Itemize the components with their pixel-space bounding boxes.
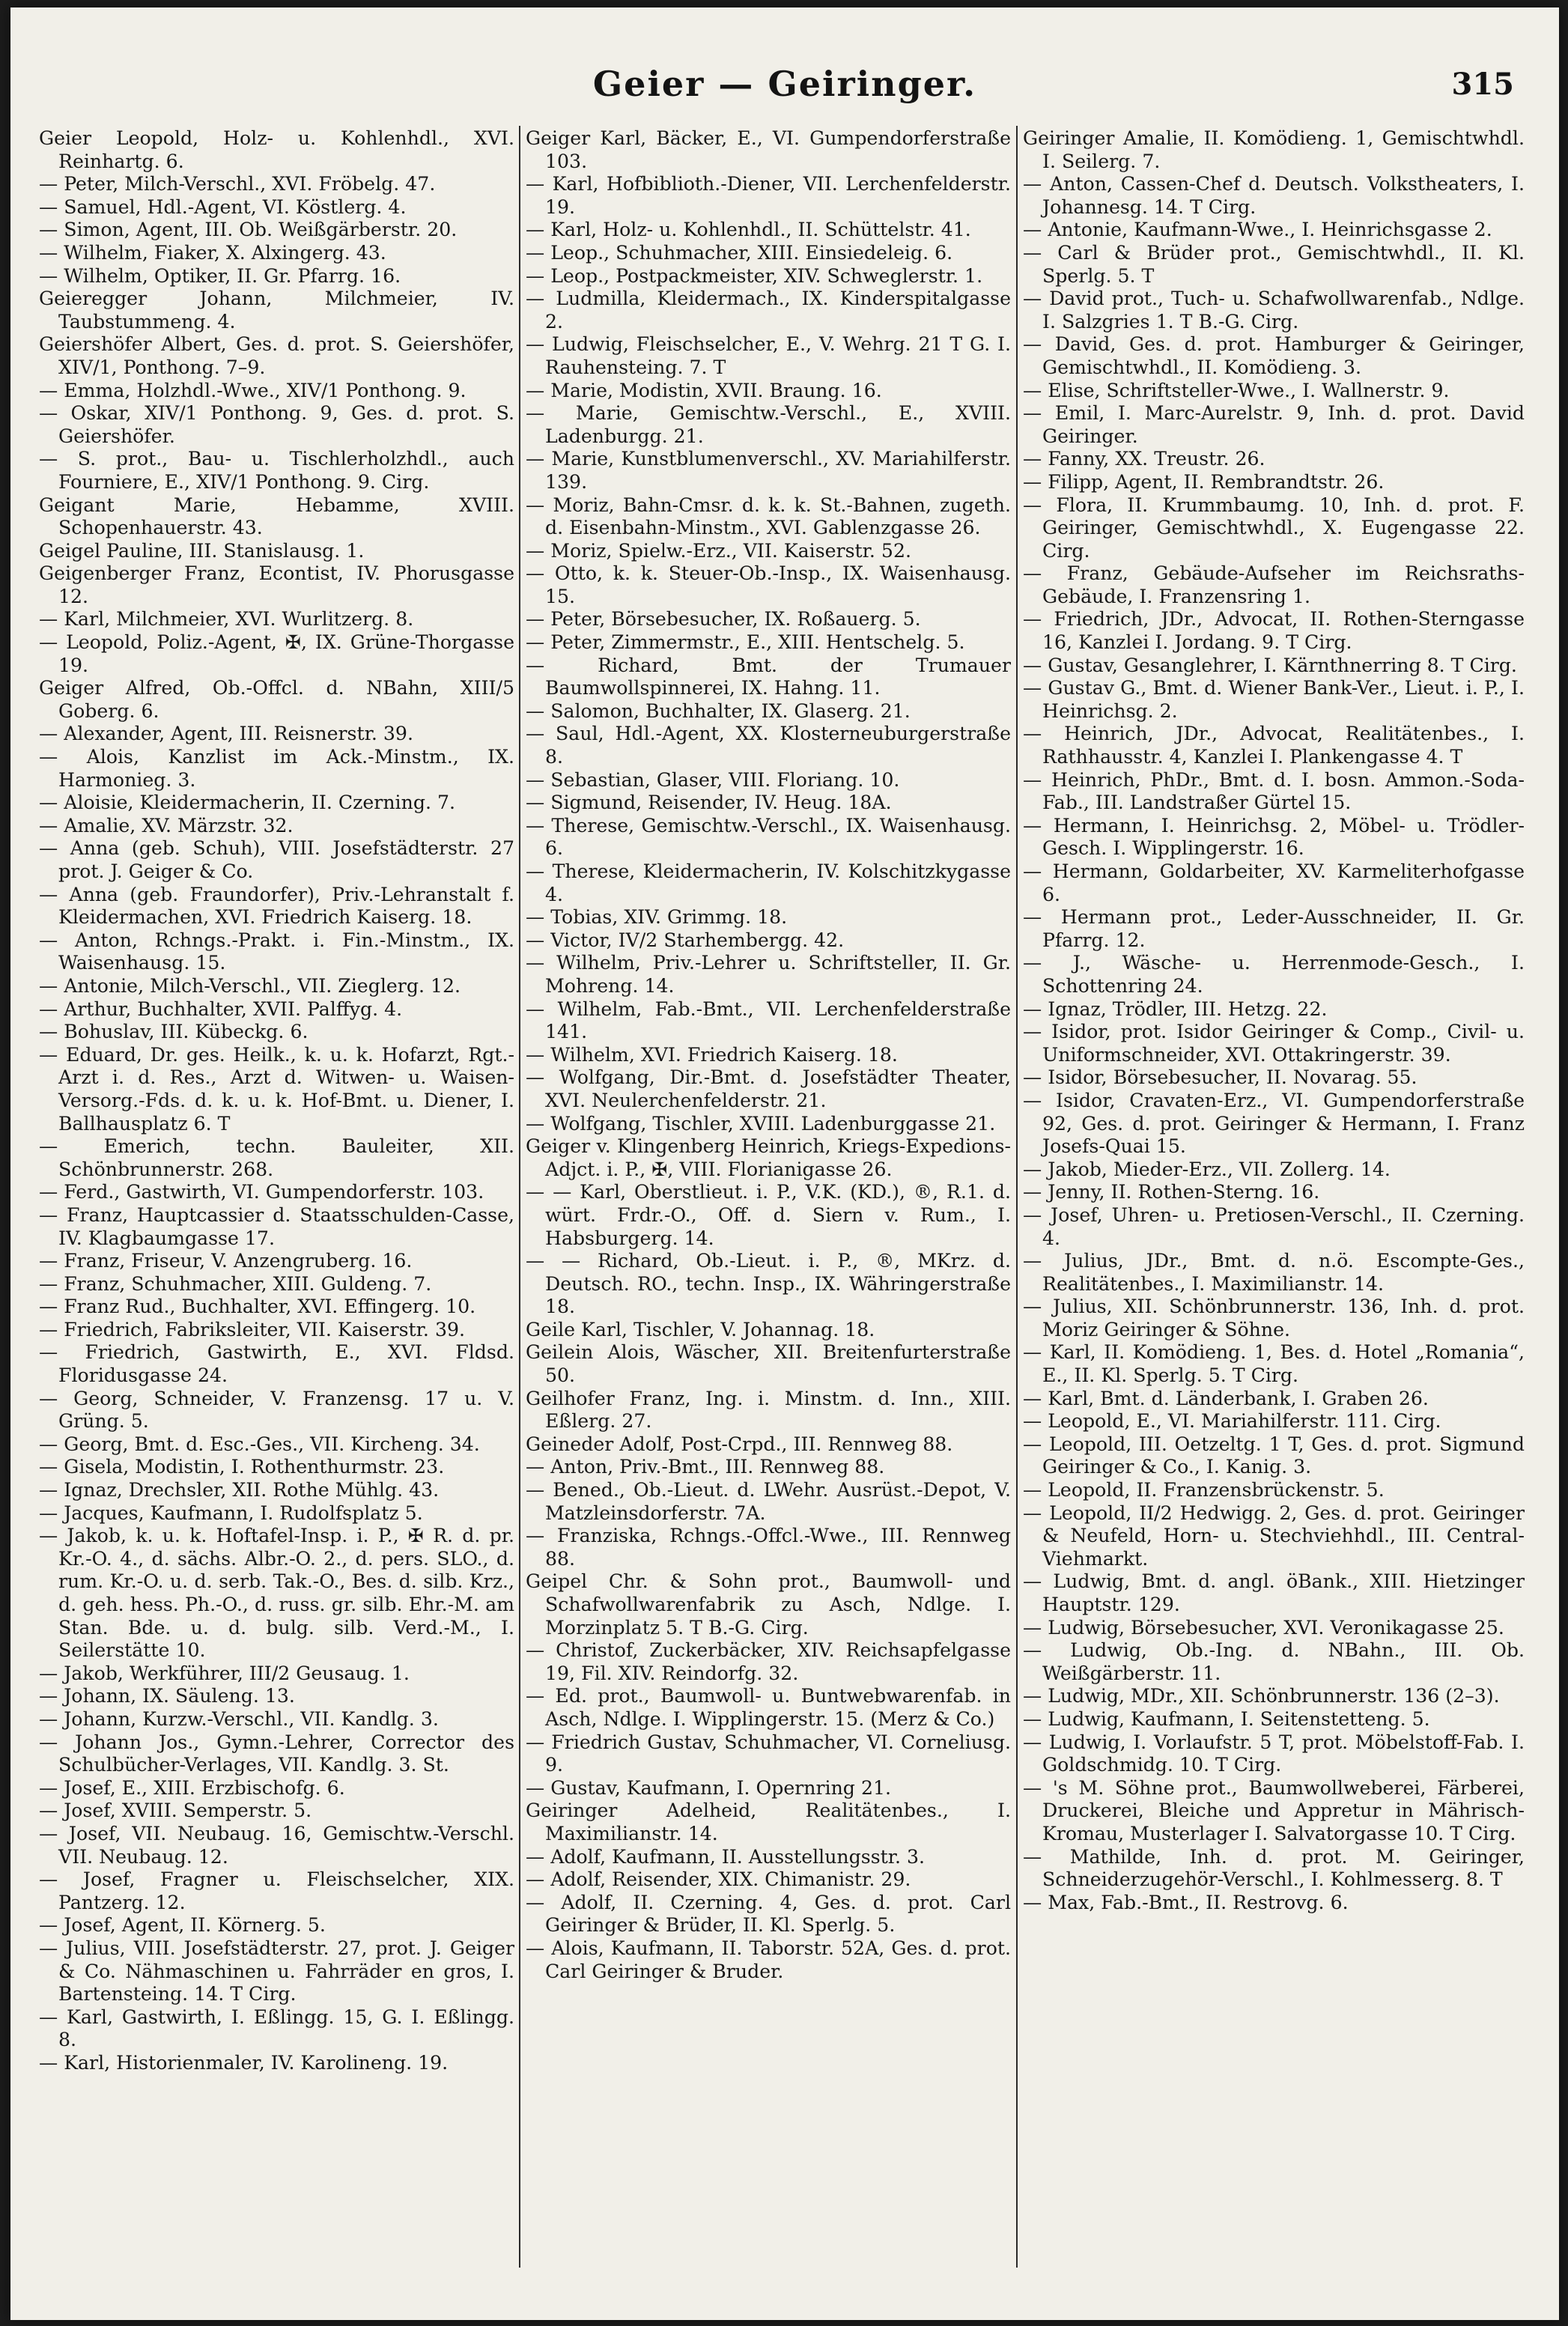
directory-entry: — Jakob, k. u. k. Hoftafel-Insp. i. P., ✠ R. d. pr. Kr.-O. 4., d. sächs. Albr.-O. 2., d. pers. SLO., d. rum. Kr.-O. u. d. serb. Tak.-O., Bes. d. silb. Krz., d. geh. hess. Ph.-O., d. russ. gr. silb. Ehr.-M. am Stan. Bde. u. d. bulg. silb. Verd.-M., I. Seilerstätte 10. (39, 1525, 514, 1662)
page-title: Geier — Geiringer. (592, 64, 977, 104)
directory-entry: — Leopold, Poliz.-Agent, ✠, IX. Grüne-Thorgasse 19. (39, 631, 514, 676)
directory-entry: — Hermann, Goldarbeiter, XV. Karmeliterhofgasse 6. (1023, 860, 1525, 905)
directory-entry: — Jakob, Werkführer, III/2 Geusaug. 1. (39, 1662, 410, 1684)
directory-entry: — Bohuslav, III. Kübeckg. 6. (39, 1021, 309, 1043)
directory-entry: — Leop., Postpackmeister, XIV. Schweglerstr. 1. (526, 264, 983, 287)
directory-entry: — Alois, Kaufmann, II. Taborstr. 52A, Ges. d. prot. Carl Geiringer & Bruder. (526, 1937, 1011, 1982)
directory-entry: — Johann Jos., Gymn.-Lehrer, Corrector des Schulbücher-Verlages, VII. Kandlg. 3. St. (39, 1731, 514, 1776)
directory-entry: — Max, Fab.-Bmt., II. Restrovg. 6. (1023, 1891, 1349, 1913)
directory-entry: — Alexander, Agent, III. Reisnerstr. 39. (39, 723, 413, 745)
directory-entry: — Wilhelm, XVI. Friedrich Kaiserg. 18. (526, 1043, 898, 1066)
directory-entry: — Moriz, Bahn-Cmsr. d. k. k. St.-Bahnen, zugeth. d. Eisenbahn-Minstm., XVI. Gablenzgasse 26. (526, 494, 1011, 539)
directory-entry: — David prot., Tuch- u. Schafwollwarenfab., Ndlge. I. Salzgries 1. T B.-G. Cirg. (1023, 288, 1525, 332)
directory-entry: — Adolf, II. Czerning. 4, Ges. d. prot. Carl Geiringer & Brüder, II. Kl. Sperlg. 5. (526, 1891, 1011, 1937)
directory-entry: — Karl, Hofbiblioth.-Diener, VII. Lerchenfelderstr. 19. (526, 173, 1011, 218)
directory-entry: — Jakob, Mieder-Erz., VII. Zollerg. 14. (1023, 1158, 1391, 1180)
directory-entry: Geieregger Johann, Milchmeier, IV. Taubstummeng. 4. (39, 288, 514, 332)
directory-entry: — Gustav G., Bmt. d. Wiener Bank-Ver., Lieut. i. P., I. Heinrichsg. 2. (1023, 677, 1525, 722)
directory-entry: — Wilhelm, Fiaker, X. Alxingerg. 43. (39, 241, 386, 264)
directory-entry: — Bened., Ob.-Lieut. d. LWehr. Ausrüst.-Depot, V. Matzleinsdorferstr. 7A. (526, 1479, 1011, 1524)
directory-entry: — Otto, k. k. Steuer-Ob.-Insp., IX. Waisenhausg. 15. (526, 562, 1011, 607)
directory-entry: Geiershöfer Albert, Ges. d. prot. S. Geiershöfer, XIV/1, Ponthong. 7–9. (39, 333, 514, 378)
directory-entry: Geiger Karl, Bäcker, E., VI. Gumpendorferstraße 103. (526, 127, 1011, 172)
directory-entry: Geiger Alfred, Ob.-Offcl. d. NBahn, XIII/5 Goberg. 6. (39, 677, 514, 722)
directory-entry: — Johann, Kurzw.-Verschl., VII. Kandlg. 3. (39, 1707, 439, 1730)
directory-entry: — Sebastian, Glaser, VIII. Floriang. 10. (526, 768, 900, 791)
directory-entry: — Elise, Schriftsteller-Wwe., I. Wallnerstr. 9. (1023, 379, 1450, 401)
directory-entry: — Franz Rud., Buchhalter, XVI. Effingerg. 10. (39, 1296, 476, 1318)
directory-entry: — Friedrich, JDr., Advocat, II. Rothen-Sterngasse 16, Kanzlei I. Jordang. 9. T Cirg. (1023, 608, 1525, 654)
directory-entry: — Hermann, I. Heinrichsg. 2, Möbel- u. Trödler-Gesch. I. Wipplingerstr. 16. (1023, 814, 1525, 860)
directory-entry: — Julius, JDr., Bmt. d. n.ö. Escompte-Ges., Realitätenbes., I. Maximilianstr. 14. (1023, 1250, 1525, 1295)
directory-entry: Geigant Marie, Hebamme, XVIII. Schopenhauerstr. 43. (39, 494, 514, 539)
directory-entry: — Sigmund, Reisender, IV. Heug. 18A. (526, 792, 892, 814)
directory-entry: — Isidor, Cravaten-Erz., VI. Gumpendorferstraße 92, Ges. d. prot. Geiringer & Hermann, I. Franz Josefs-Quai 15. (1023, 1089, 1525, 1158)
directory-entry: — Wilhelm, Optiker, II. Gr. Pfarrg. 16. (39, 264, 401, 287)
directory-entry: — Emma, Holzhdl.-Wwe., XIV/1 Ponthong. 9. (39, 379, 467, 401)
directory-entry: — Simon, Agent, III. Ob. Weißgärberstr. 20. (39, 219, 458, 241)
directory-entry: — Wolfgang, Tischler, XVIII. Ladenburggasse 21. (526, 1112, 996, 1135)
directory-entry: — Victor, IV/2 Starhembergg. 42. (526, 929, 845, 951)
directory-entry: — Saul, Hdl.-Agent, XX. Klosterneuburgerstraße 8. (526, 723, 1011, 768)
column-1 (39, 127, 514, 2284)
directory-entry: — Anton, Priv.-Bmt., III. Rennweg 88. (526, 1456, 885, 1478)
directory-entry: — Franz, Gebäude-Aufseher im Reichsraths-Gebäude, I. Franzensring 1. (1023, 562, 1525, 607)
directory-entry: — Julius, VIII. Josefstädterstr. 27, prot. J. Geiger & Co. Nähmaschinen u. Fahrräder en gros, I. Bartensteing. 14. T Cirg. (39, 1937, 514, 2005)
directory-entry: Geilein Alois, Wäscher, XII. Breitenfurterstraße 50. (526, 1341, 1011, 1387)
directory-entry: — Karl, Gastwirth, I. Eßlingg. 15, G. I. Eßlingg. 8. (39, 2005, 514, 2051)
directory-entry: — Heinrich, PhDr., Bmt. d. I. bosn. Ammon.-Soda-Fab., III. Landstraßer Gürtel 15. (1023, 768, 1525, 814)
directory-entry: — Marie, Kunstblumenverschl., XV. Mariahilferstr. 139. (526, 448, 1011, 493)
column-3 (1023, 127, 1525, 2284)
directory-entry: — Isidor, prot. Isidor Geiringer & Comp., Civil- u. Uniformschneider, XVI. Ottakringerstr. 39. (1023, 1021, 1525, 1066)
directory-entry: — Leopold, II/2 Hedwigg. 2, Ges. d. prot. Geiringer & Neufeld, Horn- u. Stechviehhdl., III. Central-Viehmarkt. (1023, 1501, 1525, 1570)
directory-entry: — Adolf, Reisender, XIX. Chimanistr. 29. (526, 1868, 911, 1891)
directory-entry: — Wolfgang, Dir.-Bmt. d. Josefstädter Theater, XVI. Neulerchenfelderstr. 21. (526, 1066, 1011, 1111)
directory-entry: — David, Ges. d. prot. Hamburger & Geiringer, Gemischtwhdl., II. Komödieng. 3. (1023, 333, 1525, 378)
directory-entry: Geipel Chr. & Sohn prot., Baumwoll- und Schafwollwarenfabrik zu Asch, Ndlge. I. Morzinplatz 5. T B.-G. Cirg. (526, 1570, 1011, 1639)
directory-entry: — Jenny, II. Rothen-Sterng. 16. (1023, 1181, 1320, 1203)
directory-entry: — Isidor, Börsebesucher, II. Novarag. 55. (1023, 1066, 1417, 1089)
directory-entry: — Wilhelm, Priv.-Lehrer u. Schriftsteller, II. Gr. Mohreng. 14. (526, 952, 1011, 997)
directory-entry: — Samuel, Hdl.-Agent, VI. Köstlerg. 4. (39, 195, 407, 218)
directory-entry: — Peter, Zimmermstr., E., XIII. Hentschelg. 5. (526, 631, 965, 654)
directory-entry: — Anton, Rchngs.-Prakt. i. Fin.-Minstm., IX. Waisenhausg. 15. (39, 929, 514, 974)
directory-entry: — Oskar, XIV/1 Ponthong. 9, Ges. d. prot. S. Geiershöfer. (39, 402, 514, 447)
directory-entry: — Leop., Schuhmacher, XIII. Einsiedeleig. 6. (526, 241, 953, 264)
directory-entry: — Peter, Börsebesucher, IX. Roßauerg. 5. (526, 608, 921, 631)
directory-entry: — Carl & Brüder prot., Gemischtwhdl., II. Kl. Sperlg. 5. T (1023, 241, 1525, 287)
page-number: 315 (1451, 67, 1514, 102)
directory-entry: — Flora, II. Krummbaumg. 10, Inh. d. prot. F. Geiringer, Gemischtwhdl., X. Eugengasse 22. Cirg. (1023, 494, 1525, 562)
directory-entry: — Gustav, Gesanglehrer, I. Kärnthnerring 8. T Cirg. (1023, 654, 1517, 676)
directory-entry: — Arthur, Buchhalter, XVII. Palffyg. 4. (39, 997, 403, 1020)
directory-entry: — Ludwig, Bmt. d. angl. öBank., XIII. Hietzinger Hauptstr. 129. (1023, 1570, 1525, 1615)
directory-entry: — Karl, II. Komödieng. 1, Bes. d. Hotel „Romania“, E., II. Kl. Sperlg. 5. T Cirg. (1023, 1341, 1525, 1387)
directory-entry: — Antonie, Kaufmann-Wwe., I. Heinrichsgasse 2. (1023, 219, 1492, 241)
column-divider (519, 126, 520, 2268)
directory-entry: Geiringer Adelheid, Realitätenbes., I. Maximilianstr. 14. (526, 1800, 1011, 1844)
directory-entry: — Josef, Uhren- u. Pretiosen-Verschl., II. Czerning. 4. (1023, 1203, 1525, 1249)
directory-entry: — Leopold, III. Oetzeltg. 1 T, Ges. d. prot. Sigmund Geiringer & Co., I. Kanig. 3. (1023, 1433, 1525, 1478)
directory-entry: — Wilhelm, Fab.-Bmt., VII. Lerchenfelderstraße 141. (526, 997, 1011, 1043)
directory-entry: — Josef, E., XIII. Erzbischofg. 6. (39, 1776, 345, 1799)
directory-entry: — Christof, Zuckerbäcker, XIV. Reichsapfelgasse 19, Fil. XIV. Reindorfg. 32. (526, 1639, 1011, 1684)
directory-entry: — Adolf, Kaufmann, II. Ausstellungsstr. 3. (526, 1845, 926, 1868)
directory-entry: — Antonie, Milch-Verschl., VII. Zieglerg. 12. (39, 974, 461, 997)
directory-entry: Geigel Pauline, III. Stanislausg. 1. (39, 539, 365, 562)
directory-entry: — Georg, Schneider, V. Franzensg. 17 u. V. Grüng. 5. (39, 1387, 514, 1433)
directory-entry: — Friedrich Gustav, Schuhmacher, VI. Corneliusg. 9. (526, 1731, 1011, 1776)
directory-entry: — Alois, Kanzlist im Ack.-Minstm., IX. Harmonieg. 3. (39, 746, 514, 791)
directory-entry: — Georg, Bmt. d. Esc.-Ges., VII. Kircheng. 34. (39, 1433, 480, 1455)
page-header (10, 64, 1559, 116)
directory-entry: — Julius, XII. Schönbrunnerstr. 136, Inh. d. prot. Moriz Geiringer & Söhne. (1023, 1296, 1525, 1340)
directory-entry: — Richard, Bmt. der Trumauer Baumwollspinnerei, IX. Hahng. 11. (526, 654, 1011, 699)
directory-entry: — — Richard, Ob.-Lieut. i. P., ®, MKrz. d. Deutsch. RO., techn. Insp., IX. Währingerstraße 18. (526, 1250, 1011, 1318)
directory-entry: — Ed. prot., Baumwoll- u. Buntwebwarenfab. in Asch, Ndlge. I. Wipplingerstr. 15. (Merz & Co.) (526, 1685, 1011, 1730)
directory-entry: — J., Wäsche- u. Herrenmode-Gesch., I. Schottenring 24. (1023, 952, 1525, 997)
directory-entry: — — Karl, Oberstlieut. i. P., V.K. (KD.), ®, R.1. d. würt. Frdr.-O., Off. d. Siern v. Rum., I. Habsburgerg. 14. (526, 1181, 1011, 1249)
directory-entry: Geilhofer Franz, Ing. i. Minstm. d. Inn., XIII. Eßlerg. 27. (526, 1387, 1011, 1433)
directory-entry: — Heinrich, JDr., Advocat, Realitätenbes., I. Rathhausstr. 4, Kanzlei I. Plankengasse 4. T (1023, 723, 1525, 768)
directory-entry: — Leopold, II. Franzensbrückenstr. 5. (1023, 1479, 1385, 1501)
directory-entry: — Friedrich, Gastwirth, E., XVI. Fldsd. Floridusgasse 24. (39, 1341, 514, 1387)
directory-entry: — Leopold, E., VI. Mariahilferstr. 111. Cirg. (1023, 1410, 1441, 1433)
column-divider (1016, 126, 1018, 2268)
directory-entry: — 's M. Söhne prot., Baumwollweberei, Färberei, Druckerei, Bleiche und Appretur in Mährisch-Kromau, Musterlager I. Salvatorgasse 10. T Cirg. (1023, 1776, 1525, 1844)
directory-entry: — Franz, Hauptcassier d. Staatsschulden-Casse, IV. Klagbaumgasse 17. (39, 1203, 514, 1249)
directory-entry: — Ludmilla, Kleidermach., IX. Kinderspitalgasse 2. (526, 288, 1011, 332)
directory-entry: — Ludwig, Ob.-Ing. d. NBahn., III. Ob. Weißgärberstr. 11. (1023, 1639, 1525, 1684)
directory-entry: — Gisela, Modistin, I. Rothenthurmstr. 23. (39, 1456, 445, 1478)
directory-entry: Geier Leopold, Holz- u. Kohlenhdl., XVI. Reinhartg. 6. (39, 127, 514, 172)
directory-entry: Geile Karl, Tischler, V. Johannag. 18. (526, 1318, 875, 1340)
directory-entry: Geineder Adolf, Post-Crpd., III. Rennweg 88. (526, 1433, 953, 1455)
directory-entry: — Hermann prot., Leder-Ausschneider, II. Gr. Pfarrg. 12. (1023, 906, 1525, 951)
directory-entry: — Josef, Agent, II. Körnerg. 5. (39, 1914, 326, 1937)
directory-entry: — Gustav, Kaufmann, I. Opernring 21. (526, 1776, 891, 1799)
directory-entry: — Ignaz, Drechsler, XII. Rothe Mühlg. 43. (39, 1479, 440, 1501)
directory-entry: — Filipp, Agent, II. Rembrandtstr. 26. (1023, 470, 1385, 493)
directory-entry: — Fanny, XX. Treustr. 26. (1023, 448, 1265, 470)
directory-entry: — Franz, Schuhmacher, XIII. Guldeng. 7. (39, 1272, 432, 1295)
directory-entry: — Josef, Fragner u. Fleischselcher, XIX. Pantzerg. 12. (39, 1868, 514, 1913)
directory-entry: — Therese, Kleidermacherin, IV. Kolschitzkygasse 4. (526, 860, 1011, 905)
directory-entry: — Aloisie, Kleidermacherin, II. Czerning. 7. (39, 792, 455, 814)
directory-entry: — Jacques, Kaufmann, I. Rudolfsplatz 5. (39, 1501, 423, 1524)
directory-entry: — Franz, Friseur, V. Anzengruberg. 16. (39, 1250, 413, 1272)
directory-entry: — Ludwig, MDr., XII. Schönbrunnerstr. 136 (2–3). (1023, 1685, 1500, 1707)
directory-entry: — Moriz, Spielw.-Erz., VII. Kaiserstr. 52. (526, 539, 911, 562)
directory-entry: — Emerich, techn. Bauleiter, XII. Schönbrunnerstr. 268. (39, 1135, 514, 1180)
directory-entry: — Anna (geb. Schuh), VIII. Josefstädterstr. 27 prot. J. Geiger & Co. (39, 837, 514, 882)
directory-entry: — Karl, Milchmeier, XVI. Wurlitzerg. 8. (39, 608, 414, 631)
directory-entry: — Amalie, XV. Märzstr. 32. (39, 814, 294, 836)
directory-entry: — Josef, VII. Neubaug. 16, Gemischtw.-Verschl. VII. Neubaug. 12. (39, 1822, 514, 1868)
directory-entry: — Mathilde, Inh. d. prot. M. Geiringer, Schneiderzugehör-Verschl., I. Kohlmesserg. 8. T (1023, 1845, 1525, 1891)
directory-entry: — S. prot., Bau- u. Tischlerholzhdl., auch Fourniere, E., XIV/1 Ponthong. 9. Cirg. (39, 448, 514, 493)
directory-entry: — Ferd., Gastwirth, VI. Gumpendorferstr. 103. (39, 1181, 484, 1203)
directory-entry: — Ignaz, Trödler, III. Hetzg. 22. (1023, 997, 1328, 1020)
directory-entry: — Ludwig, Fleischselcher, E., V. Wehrg. 21 T G. I. Rauhensteing. 7. T (526, 333, 1011, 378)
directory-entry: — Ludwig, Kaufmann, I. Seitenstetteng. 5. (1023, 1707, 1430, 1730)
directory-entry: — Ludwig, Börsebesucher, XVI. Veronikagasse 25. (1023, 1616, 1504, 1639)
directory-entry: — Karl, Bmt. d. Länderbank, I. Graben 26. (1023, 1387, 1429, 1409)
directory-entry: — Marie, Gemischtw.-Verschl., E., XVIII. Ladenburgg. 21. (526, 402, 1011, 447)
directory-entry: — Franziska, Rchngs.-Offcl.-Wwe., III. Rennweg 88. (526, 1525, 1011, 1570)
directory-entry: — Josef, XVIII. Semperstr. 5. (39, 1800, 312, 1822)
directory-entry: — Tobias, XIV. Grimmg. 18. (526, 906, 788, 929)
directory-entry: — Therese, Gemischtw.-Verschl., IX. Waisenhausg. 6. (526, 814, 1011, 860)
directory-entry: — Salomon, Buchhalter, IX. Glaserg. 21. (526, 699, 911, 722)
directory-entry: — Anton, Cassen-Chef d. Deutsch. Volkstheaters, I. Johannesg. 14. T Cirg. (1023, 173, 1525, 218)
directory-page (10, 7, 1559, 2320)
directory-entry: Geigenberger Franz, Econtist, IV. Phorusgasse 12. (39, 562, 514, 607)
directory-entry: Geiringer Amalie, II. Komödieng. 1, Gemischtwhdl. I. Seilerg. 7. (1023, 127, 1525, 172)
column-2 (526, 127, 1011, 2284)
directory-entry: Geiger v. Klingenberg Heinrich, Kriegs-Expedions-Adjct. i. P., ✠, VIII. Florianigasse 26. (526, 1135, 1011, 1180)
directory-entry: — Peter, Milch-Verschl., XVI. Fröbelg. 47. (39, 173, 436, 195)
directory-entry: — Karl, Historienmaler, IV. Karolineng. 19. (39, 2051, 449, 2074)
directory-entry: — Karl, Holz- u. Kohlenhdl., II. Schüttelstr. 41. (526, 219, 971, 241)
directory-entry: — Friedrich, Fabriksleiter, VII. Kaiserstr. 39. (39, 1318, 466, 1340)
directory-entry: — Ludwig, I. Vorlaufstr. 5 T, prot. Möbelstoff-Fab. I. Goldschmidg. 10. T Cirg. (1023, 1731, 1525, 1776)
directory-entry: — Eduard, Dr. ges. Heilk., k. u. k. Hofarzt, Rgt.-Arzt i. d. Res., Arzt d. Witwen- u. Waisen-Versorg.-Fds. d. k. u. k. Hof-Bmt. u. Diener, I. Ballhausplatz 6. T (39, 1043, 514, 1135)
directory-entry: — Marie, Modistin, XVII. Braung. 16. (526, 379, 882, 401)
directory-entry: — Johann, IX. Säuleng. 13. (39, 1685, 295, 1707)
directory-entry: — Emil, I. Marc-Aurelstr. 9, Inh. d. prot. David Geiringer. (1023, 402, 1525, 447)
directory-entry: — Anna (geb. Fraundorfer), Priv.-Lehranstalt f. Kleidermachen, XVI. Friedrich Kaiserg. 18. (39, 883, 514, 929)
